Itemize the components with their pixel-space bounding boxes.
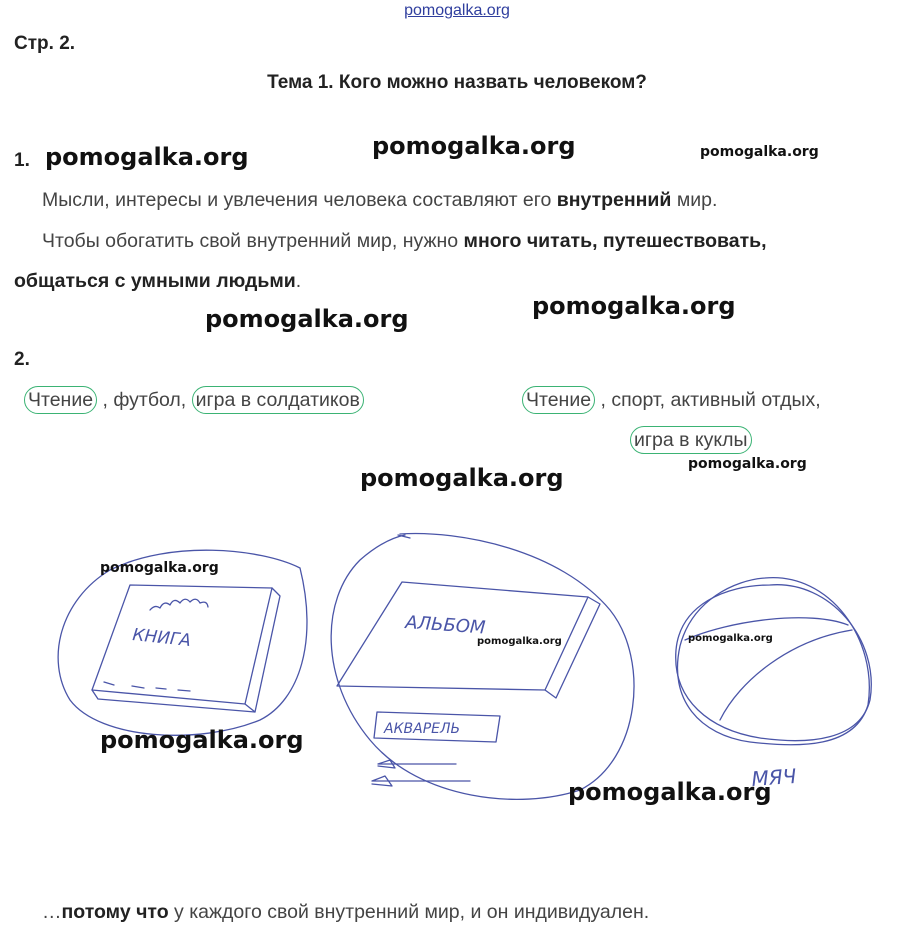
site-link[interactable]: pomogalka.org <box>404 2 510 19</box>
task2-left-answers: Чтение , футбол, игра в солдатиков <box>24 386 364 414</box>
topic-title: Тема 1. Кого можно назвать человеком? <box>267 72 647 93</box>
watermark: pomogalka.org <box>45 143 249 171</box>
watermark: pomogalka.org <box>372 132 576 160</box>
album-drawing-label: АЛЬБОМ <box>404 612 487 639</box>
circled-answer: игра в солдатиков <box>192 386 364 414</box>
watermark: pomogalka.org <box>532 292 736 320</box>
task2-right-answers: Чтение , спорт, активный отдых, <box>522 386 821 414</box>
page-label: Стр. 2. <box>14 33 76 54</box>
watermark: pomogalka.org <box>688 633 773 644</box>
ball-drawing-label: МЯЧ <box>750 763 798 791</box>
paints-drawing-label: АКВАРЕЛЬ <box>384 721 461 737</box>
watermark: pomogalka.org <box>100 560 219 576</box>
task1-sentence1: Мысли, интересы и увлечения человека составляют его внутренний мир. <box>42 189 718 211</box>
watermark: pomogalka.org <box>100 726 304 754</box>
circled-answer: Чтение <box>24 386 97 414</box>
task1-sentence2-line2: общаться с умными людьми. <box>14 270 302 292</box>
circled-answer: Чтение <box>522 386 595 414</box>
circled-answer: игра в куклы <box>630 426 752 454</box>
task1-sentence2-line1: Чтобы обогатить свой внутренний мир, нужно много читать, путешествовать, <box>42 230 767 252</box>
brush-icon <box>372 776 470 786</box>
watermark: pomogalka.org <box>360 464 564 492</box>
conclusion-line: …потому что у каждого свой внутренний мир, и он индивидуален. <box>42 901 650 923</box>
brush-icon <box>378 760 456 768</box>
watermark: pomogalka.org <box>477 636 562 647</box>
task2-number: 2. <box>14 349 30 370</box>
book-drawing-label: КНИГА <box>131 625 192 652</box>
album-oval <box>331 534 634 800</box>
ball-icon <box>676 578 872 745</box>
task1-number: 1. <box>14 150 30 171</box>
watermark: pomogalka.org <box>700 144 819 160</box>
watermark: pomogalka.org <box>568 778 772 806</box>
watermark: pomogalka.org <box>688 456 807 472</box>
watermark: pomogalka.org <box>205 305 409 333</box>
